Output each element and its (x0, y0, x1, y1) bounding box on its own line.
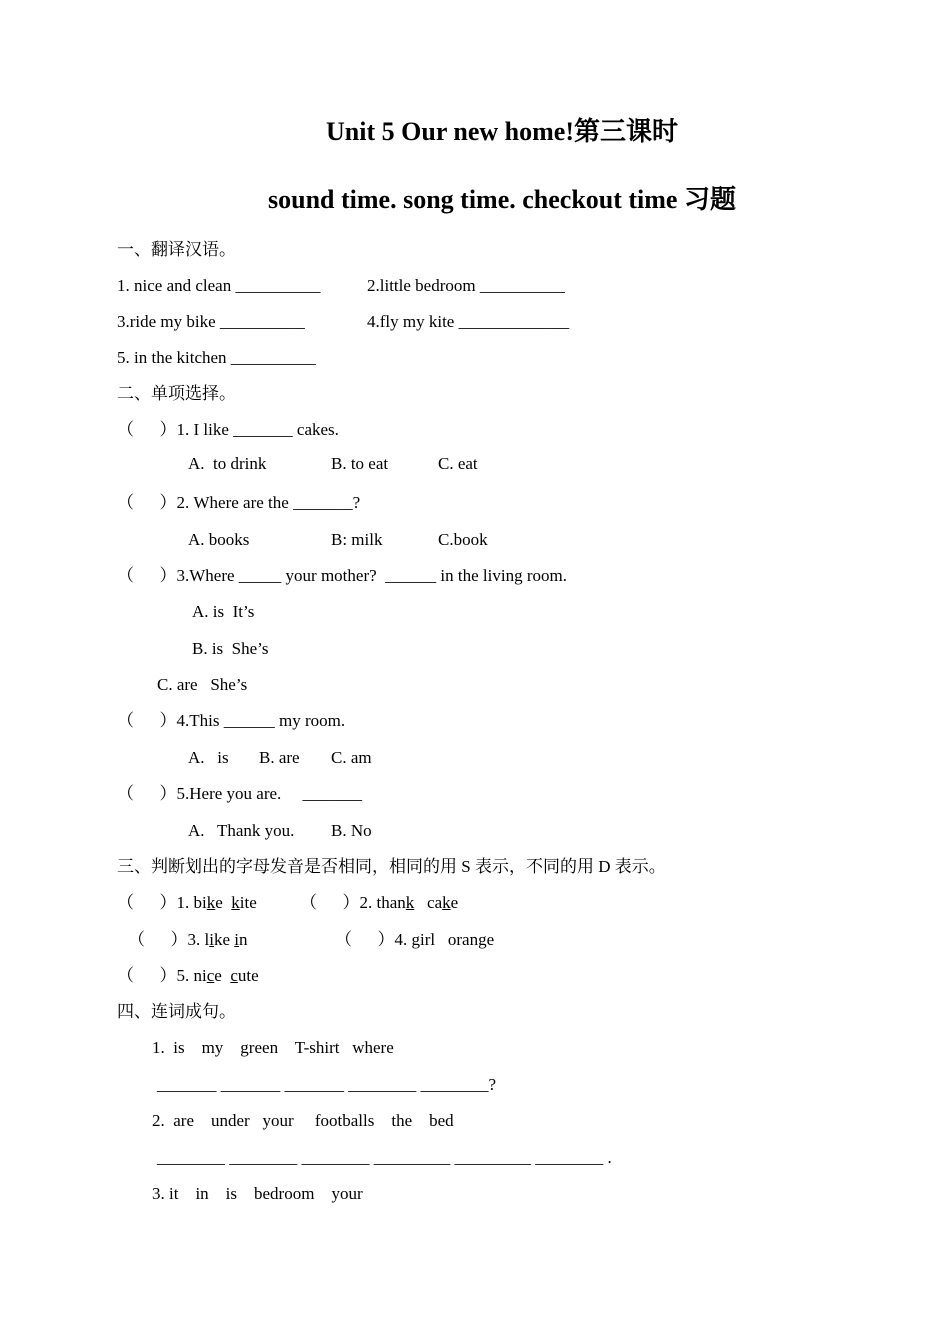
section1-item-4: 4.fly my kite _____________ (367, 312, 570, 331)
s4-q2-answer: ________ ________ ________ _________ _________ ________ . (157, 1148, 612, 1167)
q3-option-b: B. is She’s (192, 639, 269, 658)
q3-option-a: A. is It’s (192, 602, 255, 621)
section3-item-1: （ ）1. bike kite (117, 893, 257, 912)
s4-q2-words: 2. are under your footballs the bed (152, 1111, 454, 1130)
q4-stem: （ ）4.This ______ my room. (117, 711, 346, 730)
q2-option-a: A. books (188, 530, 250, 549)
q2-stem: （ ）2. Where are the _______? (117, 493, 361, 512)
section1-item-5: 5. in the kitchen __________ (117, 348, 316, 367)
section3-item-4: （ ）4. girl orange (335, 930, 495, 949)
section3-item-2: （ ）2. thank cake (300, 893, 459, 912)
section2-heading: 二、单项选择。 (117, 384, 236, 403)
q1-option-b: B. to eat (331, 454, 389, 473)
page-subtitle: sound time. song time. checkout time 习题 (268, 185, 736, 214)
q3-stem: （ ）3.Where _____ your mother? ______ in the living room. (117, 566, 567, 585)
q4-option-a: A. is (188, 748, 229, 767)
section3-item-5: （ ）5. nice cute (117, 966, 259, 985)
q2-option-c: C.book (438, 530, 488, 549)
section1-item-1: 1. nice and clean __________ (117, 276, 321, 295)
q2-option-b: B: milk (331, 530, 383, 549)
section1-item-3: 3.ride my bike __________ (117, 312, 305, 331)
s4-q1-words: 1. is my green T-shirt where (152, 1038, 394, 1057)
s4-q3-words: 3. it in is bedroom your (152, 1184, 363, 1203)
section1-item-2: 2.little bedroom __________ (367, 276, 565, 295)
page-title: Unit 5 Our new home!第三课时 (326, 117, 678, 146)
q3-option-c: C. are She’s (157, 675, 248, 694)
q1-stem: （ ）1. I like _______ cakes. (117, 420, 339, 439)
section4-heading: 四、连词成句。 (117, 1002, 236, 1021)
q5-option-b: B. No (331, 821, 372, 840)
s4-q1-answer: _______ _______ _______ ________ ________? (157, 1075, 497, 1094)
section1-heading: 一、翻译汉语。 (117, 240, 236, 259)
q5-stem: （ ）5.Here you are. _______ (117, 784, 363, 803)
q1-option-a: A. to drink (188, 454, 267, 473)
q4-option-c: C. am (331, 748, 372, 767)
q1-option-c: C. eat (438, 454, 478, 473)
section3-heading: 三、判断划出的字母发音是否相同，相同的用 S 表示，不同的用 D 表示。 (117, 857, 666, 876)
q5-option-a: A. Thank you. (188, 821, 295, 840)
q4-option-b: B. are (259, 748, 300, 767)
section3-item-3: （ ）3. like in (128, 930, 248, 949)
